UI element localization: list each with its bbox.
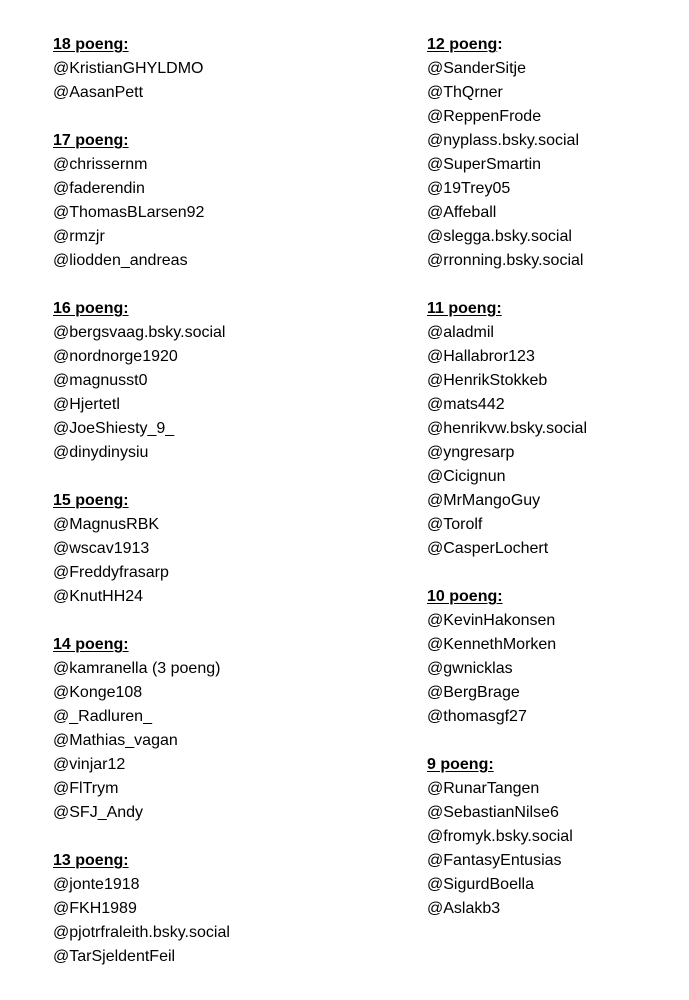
username-entry: @SigurdBoella — [427, 876, 534, 893]
username-entry: @rronning.bsky.social — [427, 252, 584, 269]
score-heading-text: 15 poeng: — [53, 492, 129, 509]
username-entry: @TarSjeldentFeil — [53, 948, 176, 965]
username-entry: @MagnusRBK — [53, 516, 160, 533]
score-group — [427, 585, 677, 729]
username-entry: @_Radluren_ — [53, 708, 152, 725]
username-entry: @nordnorge1920 — [53, 348, 178, 365]
username-entry: @pjotrfraleith.bsky.social — [53, 924, 230, 941]
username-entry: @JoeShiesty_9_ — [53, 420, 175, 437]
score-heading — [427, 33, 677, 57]
score-group — [427, 297, 677, 561]
username-entry: @nyplass.bsky.social — [427, 132, 579, 149]
username-entry: @KristianGHYLDMO — [53, 60, 204, 77]
score-heading — [53, 489, 383, 513]
username-entry: @KnutHH24 — [53, 588, 144, 605]
score-heading-text: 9 poeng: — [427, 756, 494, 773]
score-heading — [427, 297, 677, 321]
score-heading-text: 18 poeng: — [53, 36, 129, 53]
username-entry: @henrikvw.bsky.social — [427, 420, 587, 437]
username-entry: @ThQrner — [427, 84, 503, 101]
username-entry: @SebastianNilse6 — [427, 804, 559, 821]
score-heading-suffix: : — [497, 36, 503, 53]
score-heading — [53, 129, 383, 153]
username-entry: @Konge108 — [53, 684, 143, 701]
score-heading — [53, 297, 383, 321]
username-entry: @KennethMorken — [427, 636, 557, 653]
score-group — [427, 33, 677, 273]
username-entry: @Hallabror123 — [427, 348, 535, 365]
username-entry: @Mathias_vagan — [53, 732, 178, 749]
username-entry: @chrissernm — [53, 156, 148, 173]
username-entry: @SanderSitje — [427, 60, 526, 77]
score-group — [53, 489, 383, 609]
username-entry: @aladmil — [427, 324, 494, 341]
left-column — [53, 33, 383, 993]
score-heading-text: 13 poeng: — [53, 852, 129, 869]
username-entry: @FantasyEntusias — [427, 852, 562, 869]
username-entry: @gwnicklas — [427, 660, 513, 677]
username-entry: @magnusst0 — [53, 372, 148, 389]
username-entry: @Freddyfrasarp — [53, 564, 169, 581]
username-entry: @thomasgf27 — [427, 708, 527, 725]
username-entry: @yngresarp — [427, 444, 515, 461]
username-entry: @bergsvaag.bsky.social — [53, 324, 226, 341]
username-entry: @jonte1918 — [53, 876, 140, 893]
username-entry: @CasperLochert — [427, 540, 549, 557]
score-heading-text: 16 poeng: — [53, 300, 129, 317]
username-entry: @FKH1989 — [53, 900, 137, 917]
score-heading — [53, 633, 383, 657]
username-entry: @KevinHakonsen — [427, 612, 556, 629]
score-heading-text: 17 poeng: — [53, 132, 129, 149]
username-entry: @fromyk.bsky.social — [427, 828, 573, 845]
username-entry: @BergBrage — [427, 684, 520, 701]
score-group — [53, 297, 383, 465]
username-entry: @Hjertetl — [53, 396, 120, 413]
username-entry: @SuperSmartin — [427, 156, 542, 173]
username-entry: @slegga.bsky.social — [427, 228, 572, 245]
score-heading — [53, 849, 383, 873]
username-entry: @Aslakb3 — [427, 900, 501, 917]
username-entry: @mats442 — [427, 396, 505, 413]
score-group — [53, 633, 383, 825]
username-entry: @rmzjr — [53, 228, 105, 245]
username-entry: @FlTrym — [53, 780, 119, 797]
username-entry: @SFJ_Andy — [53, 804, 144, 821]
username-entry: @MrMangoGuy — [427, 492, 541, 509]
username-entry: @ReppenFrode — [427, 108, 542, 125]
score-group — [53, 849, 383, 969]
score-heading-text: 12 poeng — [427, 36, 498, 53]
score-heading-text: 11 poeng: — [427, 300, 502, 317]
username-entry: @vinjar12 — [53, 756, 126, 773]
username-entry: @HenrikStokkeb — [427, 372, 548, 389]
username-entry: @dinydinysiu — [53, 444, 149, 461]
username-entry: @Torolf — [427, 516, 483, 533]
username-entry: @ThomasBLarsen92 — [53, 204, 205, 221]
username-entry: @Cicignun — [427, 468, 506, 485]
score-group — [53, 33, 383, 105]
username-entry: @liodden_andreas — [53, 252, 188, 269]
username-entry: @RunarTangen — [427, 780, 540, 797]
score-heading — [53, 33, 383, 57]
score-heading-text: 10 poeng: — [427, 588, 503, 605]
score-group — [427, 753, 677, 921]
username-entry: @19Trey05 — [427, 180, 511, 197]
username-entry: @faderendin — [53, 180, 145, 197]
username-entry: @AasanPett — [53, 84, 144, 101]
username-entry: @kamranella (3 poeng) — [53, 660, 221, 677]
username-entry: @wscav1913 — [53, 540, 150, 557]
username-entry: @Affeball — [427, 204, 497, 221]
score-heading — [427, 753, 677, 777]
score-heading-text: 14 poeng: — [53, 636, 129, 653]
score-heading — [427, 585, 677, 609]
score-group — [53, 129, 383, 273]
right-column — [427, 33, 677, 945]
